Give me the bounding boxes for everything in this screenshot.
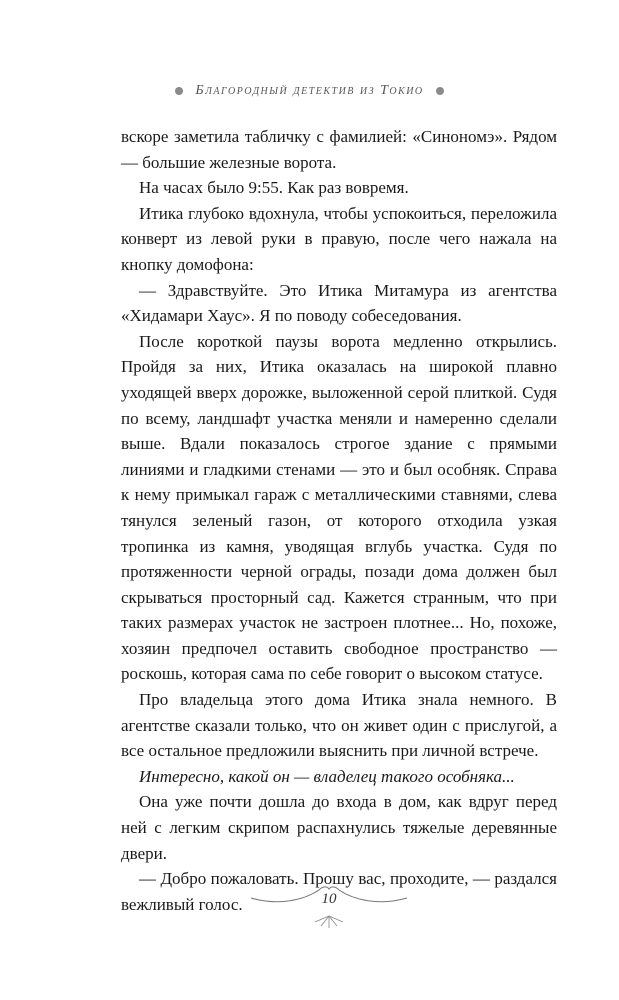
page-number: 10 [321, 891, 337, 907]
body-text [121, 124, 557, 917]
paragraph: Про владельца этого дома Итика знала немного. В агентстве сказали только, что он живет один с прислугой, а все остальное предложили выяснить при личной встрече. [121, 690, 557, 761]
paragraph: После короткой паузы ворота медленно открылись. Пройдя за них, Итика оказалась на широкой плавно уходящей вверх дорожке, выложенной серой плиткой. Судя по всему, ландшафт участка меняли и намеренно сделали выше. Вдали показалось строгое здание с прямыми линиями и гладкими стенами — это и был особняк. Справа к нему примыкал гараж с металлическими ставнями, слева тянулся зеленый газон, от которого отходила узкая тропинка из камня, уводящая вглубь участка. Судя по протяженности черной ограды, позади дома должен был скрываться просторный сад. Кажется странным, что при таких размерах участок не застроен плотнее... Но, похоже, хозяин предпочел оставить свободное пространство — роскошь, которая сама по себе говорит о высоком статусе. [121, 331, 557, 684]
right-dot-ornament [436, 87, 444, 95]
paragraph: вскоре заметила табличку с фамилией: «Синономэ». Рядом — большие железные ворота. [121, 127, 557, 172]
running-header [0, 81, 619, 101]
paragraph: Она уже почти дошла до входа в дом, как вдруг перед ней с легким скрипом распахнулись тяжелые деревянные двери. [121, 792, 557, 863]
paragraph: — Здравствуйте. Это Итика Митамура из агентства «Хидамари Хаус». Я по поводу собеседования. [121, 280, 557, 326]
running-title: Благородный детектив из Токио [195, 83, 424, 98]
paragraph: На часах было 9:55. Как раз вовремя. [139, 178, 409, 198]
left-dot-ornament [175, 87, 183, 95]
paragraph: Итика глубоко вдохнула, чтобы успокоиться, переложила конверт из левой руки в правую, после чего нажала на кнопку домофона: [121, 203, 557, 274]
paragraph: — Добро пожаловать. Прошу вас, проходите, — раздался вежливый голос. [121, 869, 557, 914]
italic-thought-paragraph: Интересно, какой он — владелец такого особняка... [139, 766, 515, 786]
